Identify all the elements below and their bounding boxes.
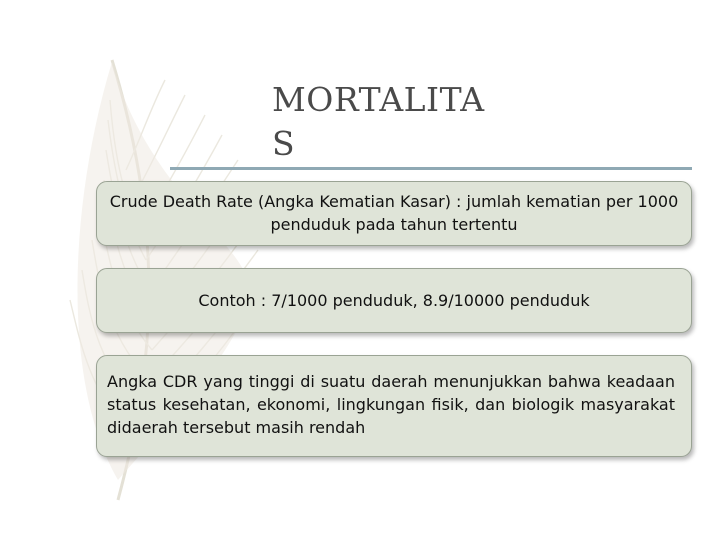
definition-text: Crude Death Rate (Angka Kematian Kasar) : jumlah kematian per 1000 penduduk pada tahun tertentu: [109, 192, 679, 234]
slide-title: [272, 78, 532, 166]
slide-title-line-1: MORTALITA: [272, 80, 485, 119]
explanation-text: Angka CDR yang tinggi di suatu daerah menunjukkan bahwa keadaan status kesehatan, ekonomi, lingkungan fisik, dan biologik masyarakat didaerah tersebut masih rendah: [107, 372, 675, 437]
explanation-box: [96, 355, 692, 457]
slide-title-line-2: S: [272, 124, 296, 163]
definition-box: [96, 181, 692, 246]
example-text: Contoh : 7/1000 penduduk, 8.9/10000 penduduk: [198, 291, 590, 310]
example-box: [96, 268, 692, 333]
title-divider: [170, 167, 692, 170]
